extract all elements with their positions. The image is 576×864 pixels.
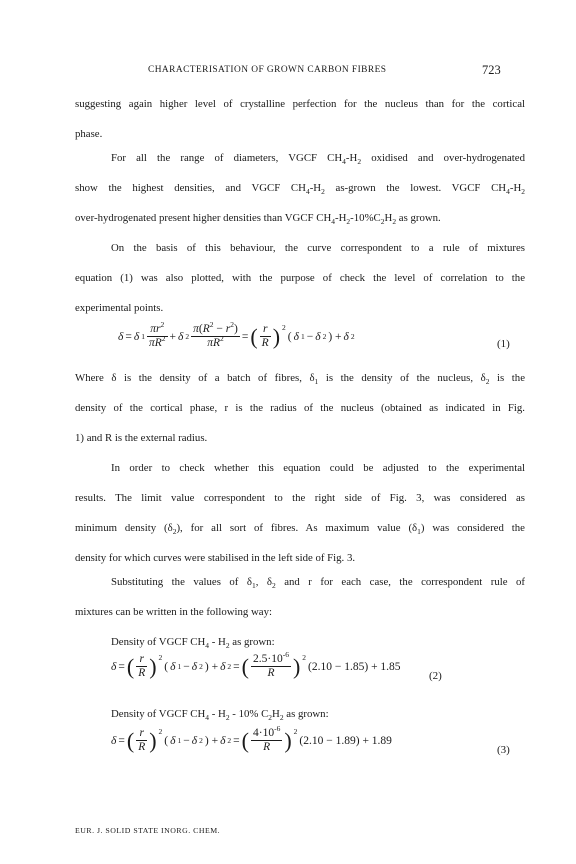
paragraph-line: over-hydrogenated present higher densities than VGCF $CH_4-H_2-10\%C_2H_2$ as grown. [75, 212, 441, 227]
equation-number: (3) [497, 744, 510, 756]
paragraph-line: phase. [75, 128, 103, 140]
journal-footer: EUR. J. SOLID STATE INORG. CHEM. [75, 826, 221, 835]
paragraph-line: mixtures can be written in the following way: [75, 606, 272, 618]
running-title: CHARACTERISATION OF GROWN CARBON FIBRES [148, 65, 387, 75]
equation-caption: Density of VGCF $CH_4 - H_2$ as grown: [111, 636, 275, 651]
paragraph-line: experimental points. [75, 302, 164, 314]
paragraph-line: On the basis of this behaviour, the curve correspondent to a rule of mixtures [111, 242, 525, 254]
equation-number: (1) [497, 338, 510, 350]
equation-number: (2) [429, 670, 442, 682]
paragraph-line: show the highest densities, and VGCF $CH_4-H_2$ as-grown the lowest. VGCF $CH_4-H_2$ [75, 182, 526, 197]
paragraph-line: results. The limit value correspondent to the right side of Fig. 3, was considered as [75, 492, 525, 504]
paragraph-line: For all the range of diameters, VGCF $CH_4-H_2$ oxidised and over-hydrogenated [111, 152, 525, 167]
equation-3: δ = ( $\frac{r}{R}$ ) 2 ( δ 1 − δ 2 ) + δ 2 = ( $\frac{4\cdot 10^{-6}}{R}$ ) 2 (2.10 − 1.89) + 1.89 [111, 724, 392, 753]
paragraph-line: 1) and R is the external radius. [75, 432, 208, 444]
paragraph-line: equation (1) was also plotted, with the purpose of check the level of correlation to the [75, 272, 525, 284]
page-number: 723 [482, 63, 501, 77]
equation-2: δ = ( $\frac{r}{R}$ ) 2 ( δ 1 − δ 2 ) + δ 2 = ( $\frac{2.5\cdot 10^{-6}}{R}$ ) 2 (2.10 − 1.85) + 1.85 [111, 650, 401, 679]
equation-1: δ = δ 1 $\frac{\pi r^2}{\pi R^2}$ + δ 2 $\frac{\pi(R^2 - r^2)}{\pi R^2}$ = ( $\frac{r}{R}$ ) 2 ( δ 1 − δ 2 ) + δ 2 [118, 320, 355, 349]
page-header [0, 63, 576, 79]
paragraph-line: Where δ is the density of a batch of fibres, $\delta_1$ is the density of the nucleus, $\delta_2$ is the [75, 372, 525, 387]
paragraph-line: suggesting again higher level of crystalline perfection for the nucleus than for the cortical [75, 98, 525, 110]
paragraph-line: density for which curves were stabilised in the left side of Fig. 3. [75, 552, 356, 564]
paragraph-line: density of the cortical phase, r is the radius of the nucleus (obtained as indicated in Fig. [75, 402, 525, 414]
paragraph-line: minimum density $(\delta_2)$, for all sort of fibres. As maximum value $(\delta_1)$ was considered the [75, 522, 525, 537]
paragraph-line: Substituting the values of $\delta_1$, $\delta_2$ and r for each case, the correspondent rule of [111, 576, 525, 591]
equation-caption: Density of VGCF $CH_4 - H_2 - 10\%$ $C_2H_2$ as grown: [111, 708, 329, 723]
paragraph-line: In order to check whether this equation could be adjusted to the experimental [111, 462, 525, 474]
